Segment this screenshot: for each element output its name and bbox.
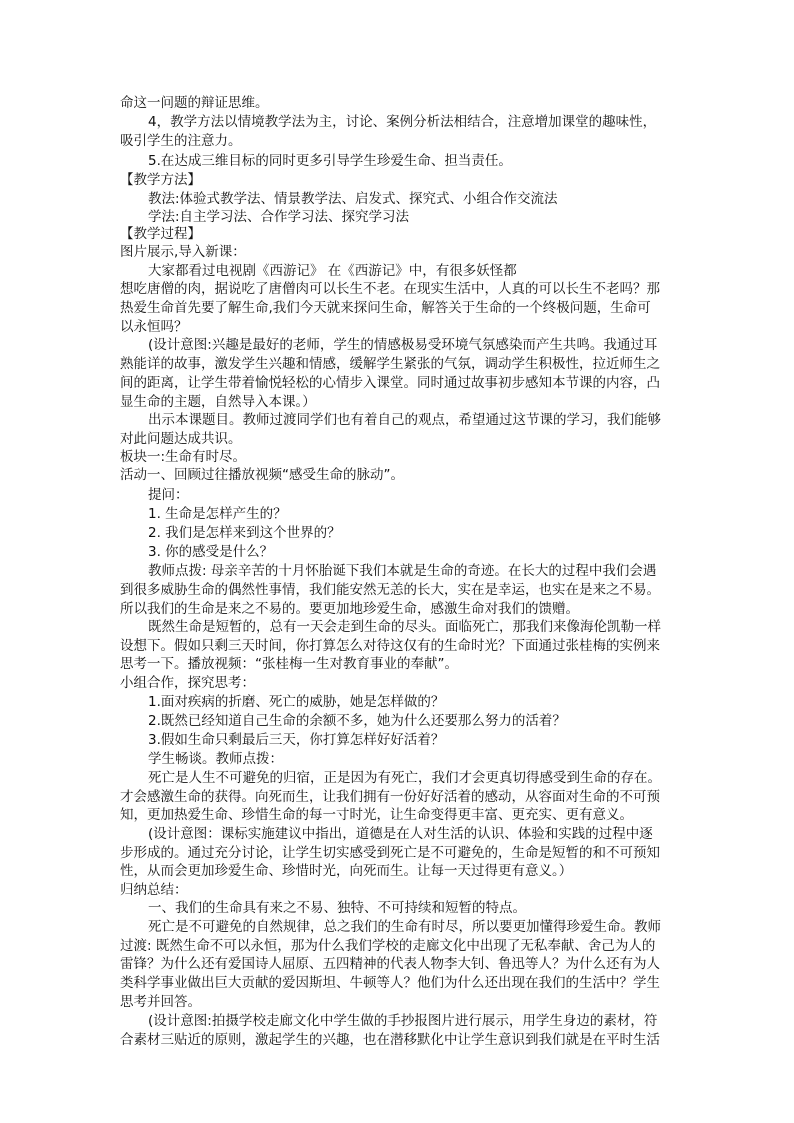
text-line: 提问： [148,487,189,503]
text-line: 对此问题达成共识。 [120,431,242,447]
text-line: 性，从而会更加珍爱生命、珍惜时光，向死而生。让每一天过得更有意义。） [120,863,573,879]
text-line: (设计意图：课标实施建议中指出，道德是在人对生活的认识、体验和实践的过程中逐 [148,826,653,842]
list-item: 3. 你的感受是什么？ [148,544,274,560]
text-line: 以永恒吗？ [120,319,188,335]
text-line: 大家都看过电视剧《西游记》 在《西游记》中，有很多妖怪都 [148,263,517,279]
text-line: 命这一问题的辩证思维。 [120,95,269,111]
text-line: 学法:自主学习法、合作学习法、探究学习法 [148,209,410,225]
text-line: 5.在达成三维目标的同时更多引导学生珍爱生命、担当责任。 [148,153,512,169]
text-line: 一、我们的生命具有来之不易、独特、不可持续和短暂的特点。 [148,900,526,916]
text-line: 合素材三贴近的原则，激起学生的兴趣，也在潜移默化中让学生意识到我们就是在平时生活 [120,1032,660,1048]
text-line: 过渡: 既然生命不可以永恒，那为什么我们学校的走廊文化中出现了无私奉献、舍己为人的 [120,938,656,954]
text-line: 死亡是不可避免的自然规律，总之我们的生命有时尽，所以要更加懂得珍爱生命。教师 [148,919,661,935]
text-line: 活动一、回顾过往播放视频“感受生命的脉动”。 [120,467,404,483]
text-line: (设计意图:兴趣是最好的老师，学生的情感极易受环境气氛感染而产生共鸣。我通过耳 [148,337,658,353]
text-line: 知，更加热爱生命、珍惜生命的每一寸时光，让生命变得更丰富、更充实、更有意义。 [120,807,633,823]
text-line: 学生畅谈。教师点拨： [148,751,283,767]
text-line: 设想下。假如只剩三天时间，你打算怎么对待这仅有的生命时光？下面通过张桂梅的实例来 [120,638,660,654]
text-line: 归纳总结： [120,882,188,898]
section-heading: 【教学过程】 [120,226,201,242]
text-line: 吸引学生的注意力。 [120,133,242,149]
list-item: 1.面对疾病的折磨、死亡的威胁，她是怎样做的？ [148,694,445,710]
text-line: 教法:体验式教学法、情景教学法、启发式、探究式、小组合作交流法 [148,191,558,207]
list-item: 2. 我们是怎样来到这个世界的？ [148,525,341,541]
list-item: 1. 生命是怎样产生的？ [148,506,287,522]
text-line: 间的距离，让学生带着愉悦轻松的心情步入课堂。同时通过故事初步感知本节课的内容，凸 [120,375,660,391]
list-item: 3.假如生命只剩最后三天，你打算怎样好好活着？ [148,732,445,748]
text-line: 图片展示,导入新课： [120,244,246,260]
text-line: 显生命的主题，自然导入本课。） [120,394,316,410]
text-line: 所以我们的生命是来之不易的。要更加地珍爱生命，感激生命对我们的馈赠。 [120,601,579,617]
text-line: 到很多威胁生命的偶然性事情，我们能安然无恙的长大，实在是幸运，也实在是来之不易。 [120,582,660,598]
text-line: 思考一下。播放视频：“张桂梅一生对教育事业的奉献”。 [120,656,458,672]
text-line: 4，教学方法以情境教学法为主，讨论、案例分析法相结合，注意增加课堂的趣味性， [148,114,657,130]
text-line: 教师点拨: 母亲辛苦的十月怀胎诞下我们本就是生命的奇迹。在长大的过程中我们会遇 [148,563,657,579]
text-line: 板块一:生命有时尽。 [120,449,247,465]
text-line: 小组合作，探究思考： [120,675,255,691]
section-heading: 【教学方法】 [120,172,201,188]
text-line: 思考并回答。 [120,994,201,1010]
text-line: 死亡是人生不可避免的归宿，正是因为有死亡，我们才会更真切得感受到生命的存在。 [148,770,661,786]
text-line: 才会感激生命的获得。向死而生，让我们拥有一份好好活着的感动，从容面对生命的不可预 [120,789,660,805]
text-line: 熟能详的故事，激发学生兴趣和情感，缓解学生紧张的气氛，调动学生积极性，拉近师生之 [120,356,660,372]
text-line: (设计意图:拍摄学校走廊文化中学生做的手抄报图片进行展示，用学生身边的素材，符 [148,1013,658,1029]
text-line: 热爱生命首先要了解生命,我们今天就来探问生命，解答关于生命的一个终极问题，生命可 [120,300,651,316]
text-line: 既然生命是短暂的，总有一天会走到生命的尽头。面临死亡，那我们来像海伦凯勒一样 [148,619,661,635]
list-item: 2.既然已经知道自己生命的余额不多，她为什么还要那么努力的活着？ [148,713,566,729]
text-line: 出示本课题目。教师过渡同学们也有着自己的观点，希望通过这节课的学习，我们能够 [148,412,661,428]
text-line: 雷锋？为什么还有爱国诗人屈原、五四精神的代表人物李大钊、鲁迅等人？为什么还有为人 [120,956,660,972]
text-line: 类科学事业做出巨大贡献的爱因斯坦、牛顿等人？他们为什么还出现在我们的生活中？学生 [120,975,660,991]
text-line: 想吃唐僧的肉，据说吃了唐僧肉可以长生不老。在现实生活中，人真的可以长生不老吗？那 [120,281,660,297]
text-line: 步形成的。通过充分讨论，让学生切实感受到死亡是不可避免的，生命是短暂的和不可预知 [120,845,660,861]
